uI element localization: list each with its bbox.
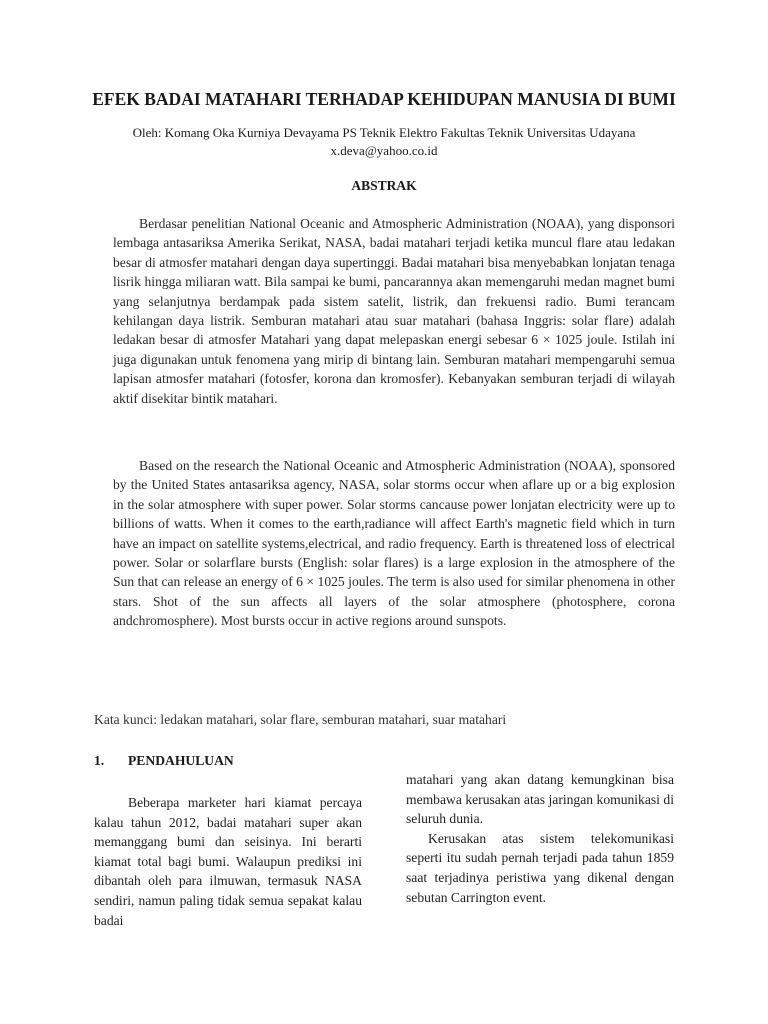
section-number: 1. [94,753,105,768]
author-email: x.deva@yahoo.co.id [330,143,438,158]
author-block [80,124,688,160]
paper-title: EFEK BADAI MATAHARI TERHADAP KEHIDUPAN MANUSIA DI BUMI [92,89,676,109]
author-line: Oleh: Komang Oka Kurniya Devayama PS Teknik Elektro Fakultas Teknik Universitas Udayana [132,125,636,140]
abstract-english: Based on the research the National Oceanic and Atmospheric Administration (NOAA), sponsored by the United States antasariksa agency, NASA, solar storms occur when aflare up or a big explosion in the solar atmosphere with super power. Solar storms cancause power lonjatan electricity were up to billions of watts. When it comes to the earth,radiance will affect Earth's magnetic field which in turn have an impact on satellite systems,electrical, and radio frequency. Earth is threatened loss of electrical power. Solar or solarflare bursts (English: solar flares) is a large explosion in the atmosphere of the Sun that can release an energy of 6 × 1025 joules. The term is also used for similar phenomena in other stars. Shot of the sun affects all layers of the solar atmosphere (photosphere, corona andchromosphere). Most bursts occur in active regions around sunspots. [113,458,675,629]
abstract-indonesian: Berdasar penelitian National Oceanic and Atmospheric Administration (NOAA), yang disponsori lembaga antasariksa Amerika Serikat, NASA, badai matahari terjadi ketika muncul flare atau ledakan besar di atmosfer matahari dengan daya supertinggi. Badai matahari bisa menyebabkan lonjatan tenaga lisrik hingga miliaran watt. Bila sampai ke bumi, pancarannya akan memengaruhi medan magnet bumi yang selanjutnya berdampak pada sistem satelit, listrik, dan frekuensi radio. Bumi terancam kehilangan daya listrik. Semburan matahari atau suar matahari (bahasa Inggris: solar flare) adalah ledakan besar di atmosfer Matahari yang dapat melepaskan energi sebesar 6 × 1025 joule. Istilah ini juga digunakan untuk fenomena yang mirip di bintang lain. Semburan matahari mempengaruhi semua lapisan atmosfer matahari (fotosfer, korona dan kromosfer). Kebanyakan semburan terjadi di wilayah aktif disekitar bintik matahari. [113,216,675,406]
right-column-paragraph-2: Kerusakan atas sistem telekomunikasi seperti itu sudah pernah terjadi pada tahun 1859 saat terjadinya peristiwa yang dikenal dengan sebutan Carrington event. [406,830,674,905]
left-column [94,793,362,930]
right-column-paragraph-1: matahari yang akan datang kemungkinan bisa membawa kerusakan atas jaringan komunikasi di seluruh dunia. [406,772,674,827]
left-column-paragraph: Beberapa marketer hari kiamat percaya kalau tahun 2012, badai matahari super akan memanggang bumi dan seisinya. Ini berarti kiamat total bagi bumi. Walaupun prediksi ini dibantah oleh para ilmuwan, termasuk NASA sendiri, namun paling tidak semua sepakat kalau badai [94,795,362,928]
section-heading [94,753,394,769]
keywords: Kata kunci: ledakan matahari, solar flare, semburan matahari, suar matahari [94,712,507,727]
abstract-heading: ABSTRAK [351,178,417,193]
section-title: PENDAHULUAN [128,753,234,768]
right-column [406,770,674,907]
